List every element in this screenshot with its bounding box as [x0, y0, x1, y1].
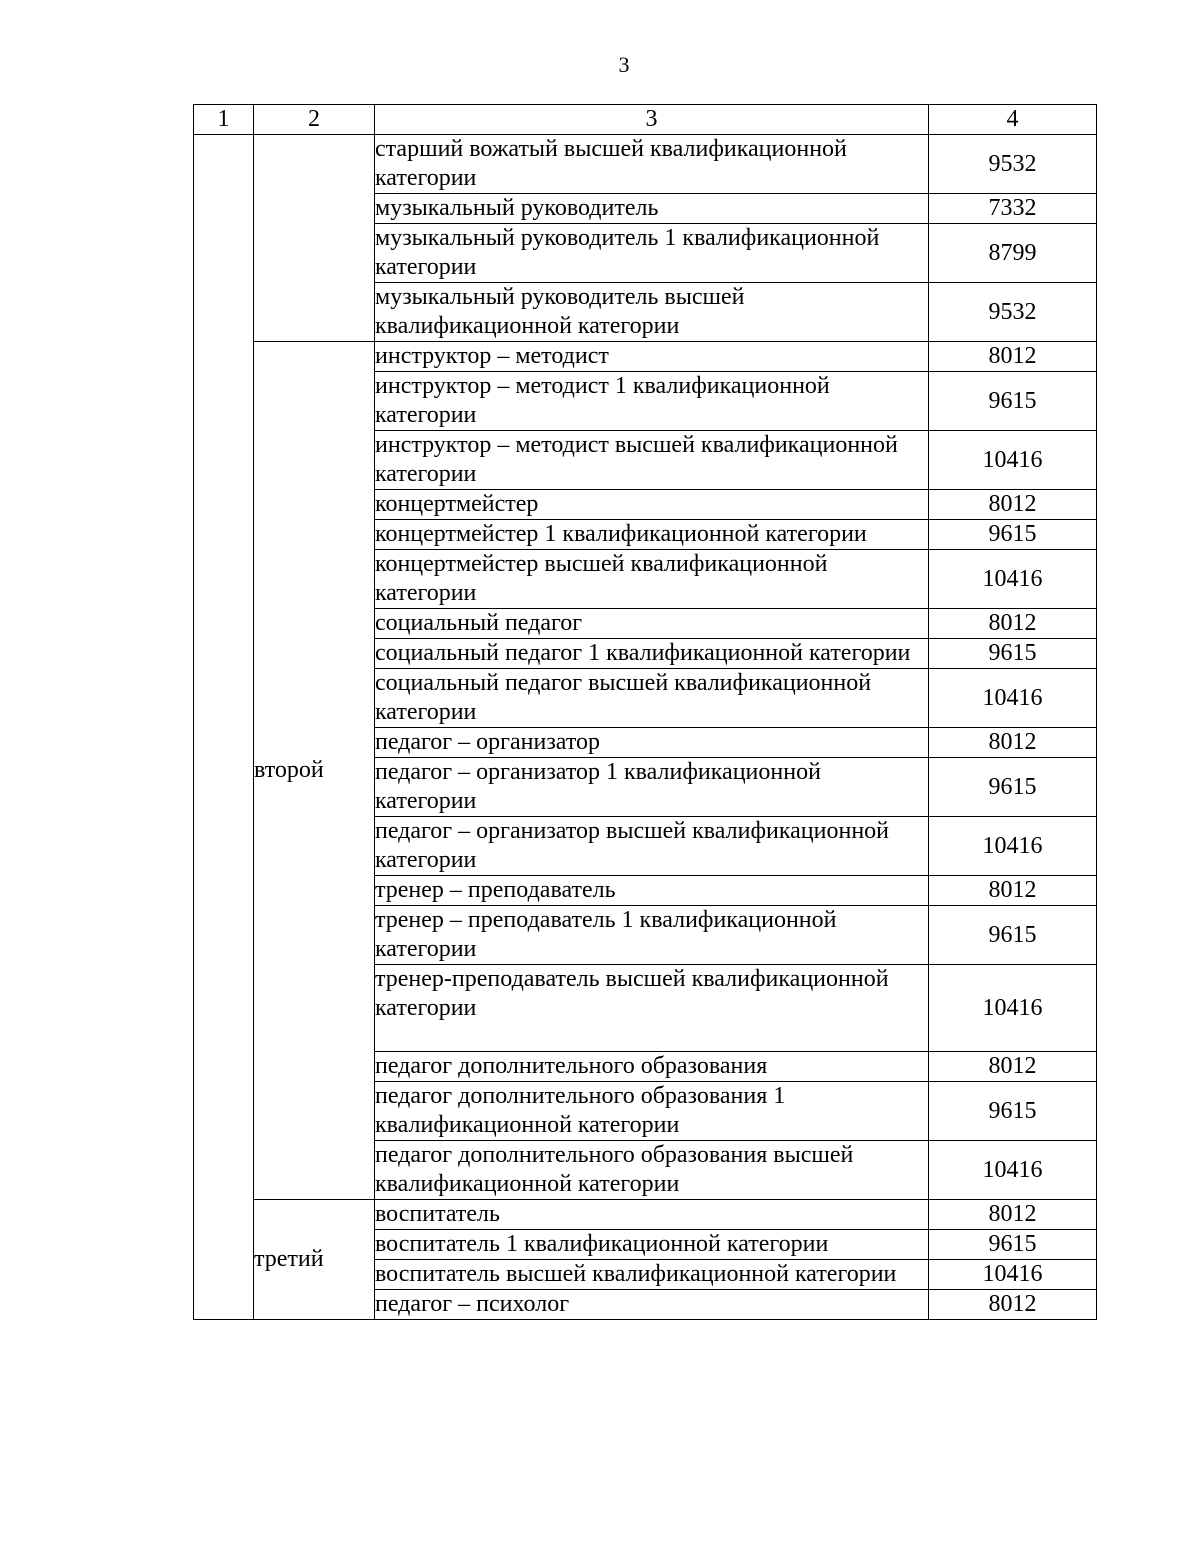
salary-cell: 9532 — [929, 135, 1097, 194]
position-cell: старший вожатый высшей квалификационной категории — [375, 135, 929, 194]
position-cell: социальный педагог 1 квалификационной категории — [375, 639, 929, 669]
position-cell: концертмейстер 1 квалификационной категории — [375, 520, 929, 550]
position-cell: музыкальный руководитель высшей квалификационной категории — [375, 283, 929, 342]
salary-cell: 10416 — [929, 965, 1097, 1052]
position-cell: концертмейстер — [375, 490, 929, 520]
salary-cell: 10416 — [929, 1141, 1097, 1200]
salary-table — [193, 104, 1097, 1320]
salary-cell: 9615 — [929, 639, 1097, 669]
position-cell: педагог – психолог — [375, 1290, 929, 1320]
salary-cell: 9615 — [929, 1230, 1097, 1260]
salary-cell: 9615 — [929, 758, 1097, 817]
position-cell: воспитатель 1 квалификационной категории — [375, 1230, 929, 1260]
group-number-cell — [194, 135, 254, 1320]
position-cell: инструктор – методист 1 квалификационной категории — [375, 372, 929, 431]
position-cell: воспитатель — [375, 1200, 929, 1230]
salary-cell: 10416 — [929, 431, 1097, 490]
salary-cell: 8012 — [929, 490, 1097, 520]
position-cell: социальный педагог высшей квалификационной категории — [375, 669, 929, 728]
page-number: 3 — [618, 52, 630, 77]
table-row — [194, 342, 1097, 372]
salary-cell: 8012 — [929, 342, 1097, 372]
salary-cell: 8012 — [929, 728, 1097, 758]
salary-cell: 9615 — [929, 906, 1097, 965]
position-cell: педагог дополнительного образования 1 квалификационной категории — [375, 1082, 929, 1141]
position-cell: музыкальный руководитель — [375, 194, 929, 224]
header-col-2: 2 — [254, 105, 375, 135]
position-cell: тренер – преподаватель 1 квалификационной категории — [375, 906, 929, 965]
position-cell: педагог дополнительного образования высшей квалификационной категории — [375, 1141, 929, 1200]
salary-cell: 9615 — [929, 520, 1097, 550]
position-cell: музыкальный руководитель 1 квалификационной категории — [375, 224, 929, 283]
salary-cell: 8012 — [929, 876, 1097, 906]
position-cell: педагог – организатор 1 квалификационной категории — [375, 758, 929, 817]
position-cell: тренер-преподаватель высшей квалификационной категории — [375, 965, 929, 1052]
position-cell: концертмейстер высшей квалификационной категории — [375, 550, 929, 609]
position-cell: педагог дополнительного образования — [375, 1052, 929, 1082]
salary-cell: 8012 — [929, 1200, 1097, 1230]
salary-cell: 9615 — [929, 1082, 1097, 1141]
salary-cell: 9532 — [929, 283, 1097, 342]
salary-cell: 9615 — [929, 372, 1097, 431]
qualification-level-cell: второй — [254, 342, 375, 1200]
position-cell: инструктор – методист высшей квалификационной категории — [375, 431, 929, 490]
table-header — [194, 105, 1097, 135]
qualification-level-cell: третий — [254, 1200, 375, 1320]
salary-cell: 10416 — [929, 817, 1097, 876]
position-cell: педагог – организатор высшей квалификационной категории — [375, 817, 929, 876]
table-body — [194, 135, 1097, 1320]
table-row — [194, 1200, 1097, 1230]
header-col-3: 3 — [375, 105, 929, 135]
table-row — [194, 135, 1097, 194]
salary-cell: 8012 — [929, 1290, 1097, 1320]
salary-cell: 8012 — [929, 1052, 1097, 1082]
qualification-level-cell — [254, 135, 375, 342]
salary-cell: 8012 — [929, 609, 1097, 639]
salary-cell: 8799 — [929, 224, 1097, 283]
salary-cell: 10416 — [929, 669, 1097, 728]
header-col-4: 4 — [929, 105, 1097, 135]
position-cell: тренер – преподаватель — [375, 876, 929, 906]
salary-cell: 10416 — [929, 1260, 1097, 1290]
header-col-1: 1 — [194, 105, 254, 135]
position-cell: инструктор – методист — [375, 342, 929, 372]
position-cell: социальный педагог — [375, 609, 929, 639]
position-cell: педагог – организатор — [375, 728, 929, 758]
salary-cell: 10416 — [929, 550, 1097, 609]
salary-cell: 7332 — [929, 194, 1097, 224]
position-cell: воспитатель высшей квалификационной категории — [375, 1260, 929, 1290]
